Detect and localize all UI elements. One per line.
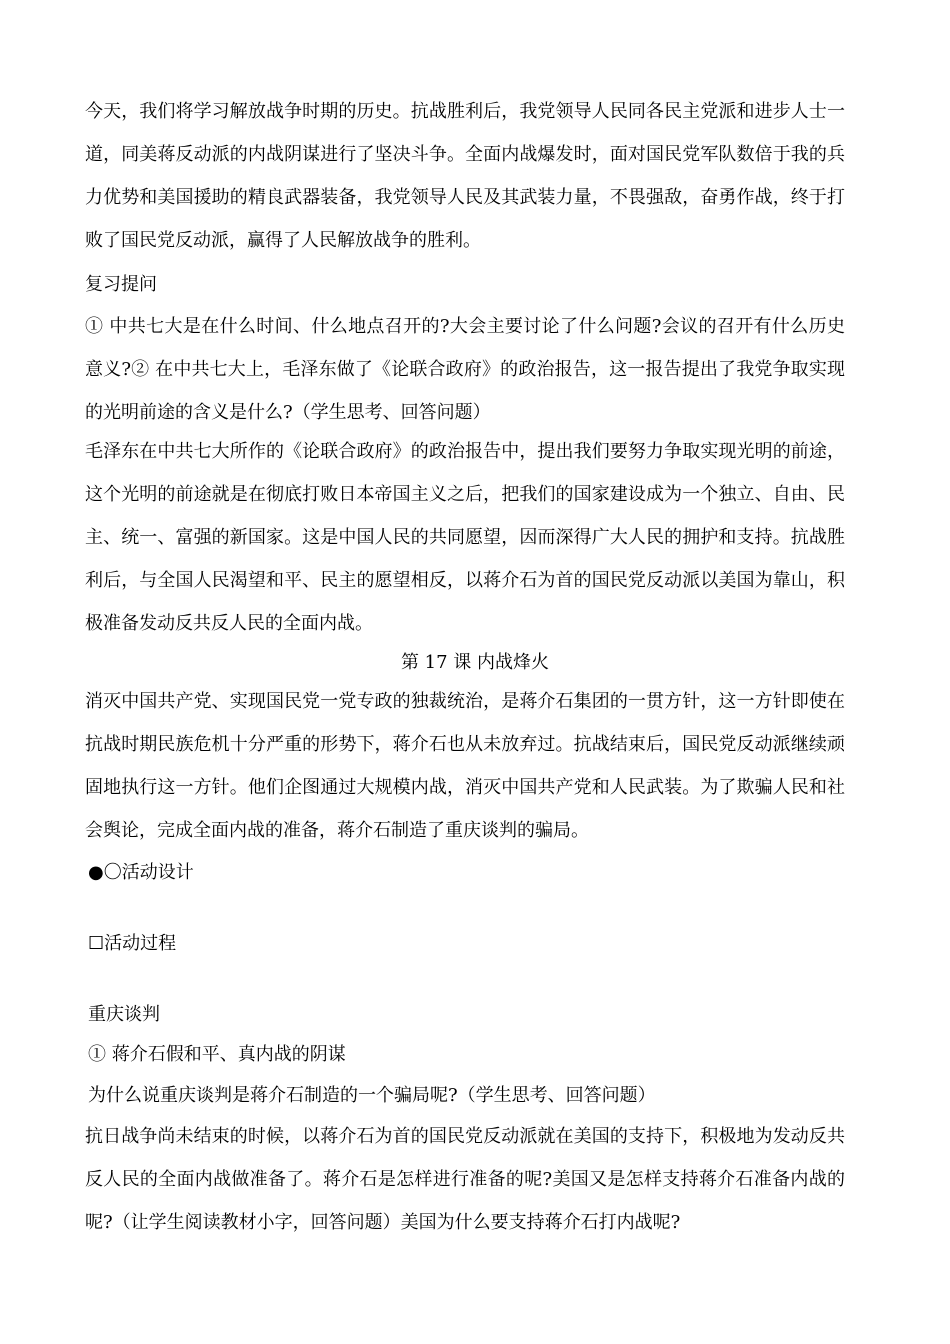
activity-design-label: 活动设计 — [121, 862, 194, 883]
lesson-title: 第 17 课 内战烽火 — [400, 652, 550, 673]
checkbox-square-icon: ☐ — [88, 933, 105, 954]
review-heading: 复习提问 — [85, 274, 157, 295]
section-heading: 重庆谈判 — [88, 1004, 160, 1025]
subsection-heading: ① 蒋介石假和平、真内战的阴谋 — [88, 1044, 346, 1065]
activity-process-line — [88, 932, 176, 956]
review-questions-paragraph: ① 中共七大是在什么时间、什么地点召开的?大会主要讨论了什么问题?会议的召开有什么历史意义?② 在中共七大上，毛泽东做了《论联合政府》的政治报告，这一报告提出了我党争取实现的光明前途的含义是什么?（学生思考、回答问题） — [85, 316, 845, 423]
final-paragraph: 抗日战争尚未结束的时候，以蒋介石为首的国民党反动派就在美国的支持下，积极地为发动反共反人民的全面内战做准备了。蒋介石是怎样进行准备的呢?美国又是怎样支持蒋介石准备内战的呢?（让学生阅读教材小字，回答问题）美国为什么要支持蒋介石打内战呢? — [85, 1126, 845, 1233]
bullet-circles-icon: ●〇 — [88, 862, 122, 883]
lesson-intro-paragraph: 消灭中国共产党、实现国民党一党专政的独裁统治，是蒋介石集团的一贯方针，这一方针即使在抗战时期民族危机十分严重的形势下，蒋介石也从未放弃过。抗战结束后，国民党反动派继续顽固地执行这一方针。他们企图通过大规模内战，消灭中国共产党和人民武装。为了欺骗人民和社会舆论，完成全面内战的准备，蒋介石制造了重庆谈判的骗局。 — [85, 691, 845, 841]
activity-process-label: 活动过程 — [104, 933, 177, 954]
question-line: 为什么说重庆谈判是蒋介石制造的一个骗局呢?（学生思考、回答问题） — [88, 1085, 656, 1106]
intro-paragraph: 今天，我们将学习解放战争时期的历史。抗战胜利后，我党领导人民同各民主党派和进步人士一道，同美蒋反动派的内战阴谋进行了坚决斗争。全面内战爆发时，面对国民党军队数倍于我的兵力优势和美国援助的精良武器装备，我党领导人民及其武装力量，不畏强敌，奋勇作战，终于打败了国民党反动派，赢得了人民解放战争的胜利。 — [85, 101, 845, 251]
activity-design-line — [88, 861, 194, 885]
review-answer-paragraph: 毛泽东在中共七大所作的《论联合政府》的政治报告中，提出我们要努力争取实现光明的前途，这个光明的前途就是在彻底打败日本帝国主义之后，把我们的国家建设成为一个独立、自由、民主、统一、富强的新国家。这是中国人民的共同愿望，因而深得广大人民的拥护和支持。抗战胜利后，与全国人民渴望和平、民主的愿望相反，以蒋介石为首的国民党反动派以美国为靠山，积极准备发动反共反人民的全面内战。 — [85, 441, 845, 634]
